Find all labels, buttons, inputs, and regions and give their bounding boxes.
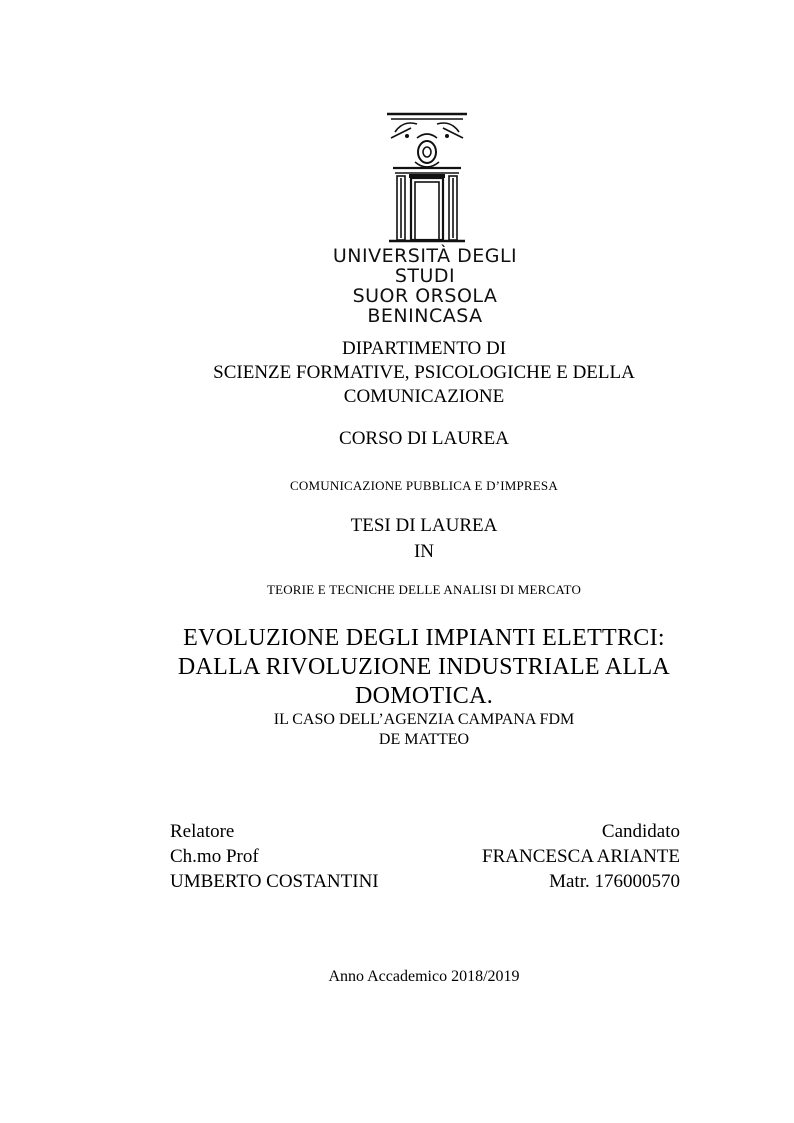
department-line3: COMUNICAZIONE (343, 386, 505, 407)
thesis-subtitle-line1: IL CASO DELL’AGENZIA CAMPANA FDM (273, 711, 575, 728)
academic-year: Anno Accademico 2018/2019 (328, 968, 520, 985)
candidato-block (400, 819, 680, 894)
thesis-subtitle (0, 710, 794, 750)
course-name: COMUNICAZIONE PUBBLICA E D’IMPRESA (290, 478, 558, 493)
department-line1: DIPARTIMENTO DI (341, 338, 507, 359)
university-name-line3: BENINCASA (367, 305, 483, 327)
department-block (0, 337, 794, 409)
candidato-label: Candidato (601, 821, 680, 842)
department-line2: SCIENZE FORMATIVE, PSICOLOGICHE E DELLA (213, 362, 635, 383)
thesis-subject: TEORIE E TECNICHE DELLE ANALISI DI MERCATO (266, 582, 582, 597)
thesis-heading: TESI DI LAUREA (350, 515, 498, 536)
thesis-heading-block (0, 513, 794, 565)
relatore-label: Relatore (170, 821, 235, 842)
course-heading: CORSO DI LAUREA (339, 428, 509, 449)
candidato-name: FRANCESCA ARIANTE (482, 846, 680, 867)
relatore-title: Ch.mo Prof (170, 846, 259, 867)
university-name (300, 246, 550, 326)
candidato-matricola: Matr. 176000570 (549, 871, 680, 892)
university-name-line1: UNIVERSITÀ DEGLI STUDI (332, 245, 518, 287)
relatore-name: UMBERTO COSTANTINI (170, 871, 379, 892)
thesis-title-line1: EVOLUZIONE DEGLI IMPIANTI ELETTRCI: (183, 625, 665, 651)
thesis-subtitle-line2: DE MATTEO (378, 731, 470, 748)
thesis-title-line2: DALLA RIVOLUZIONE INDUSTRIALE ALLA (177, 654, 671, 680)
thesis-in: IN (413, 541, 435, 562)
university-crest-logo (381, 112, 473, 244)
thesis-title-line3: DOMOTICA. (354, 683, 494, 709)
university-name-line2: SUOR ORSOLA (352, 285, 498, 307)
thesis-title (0, 624, 794, 711)
